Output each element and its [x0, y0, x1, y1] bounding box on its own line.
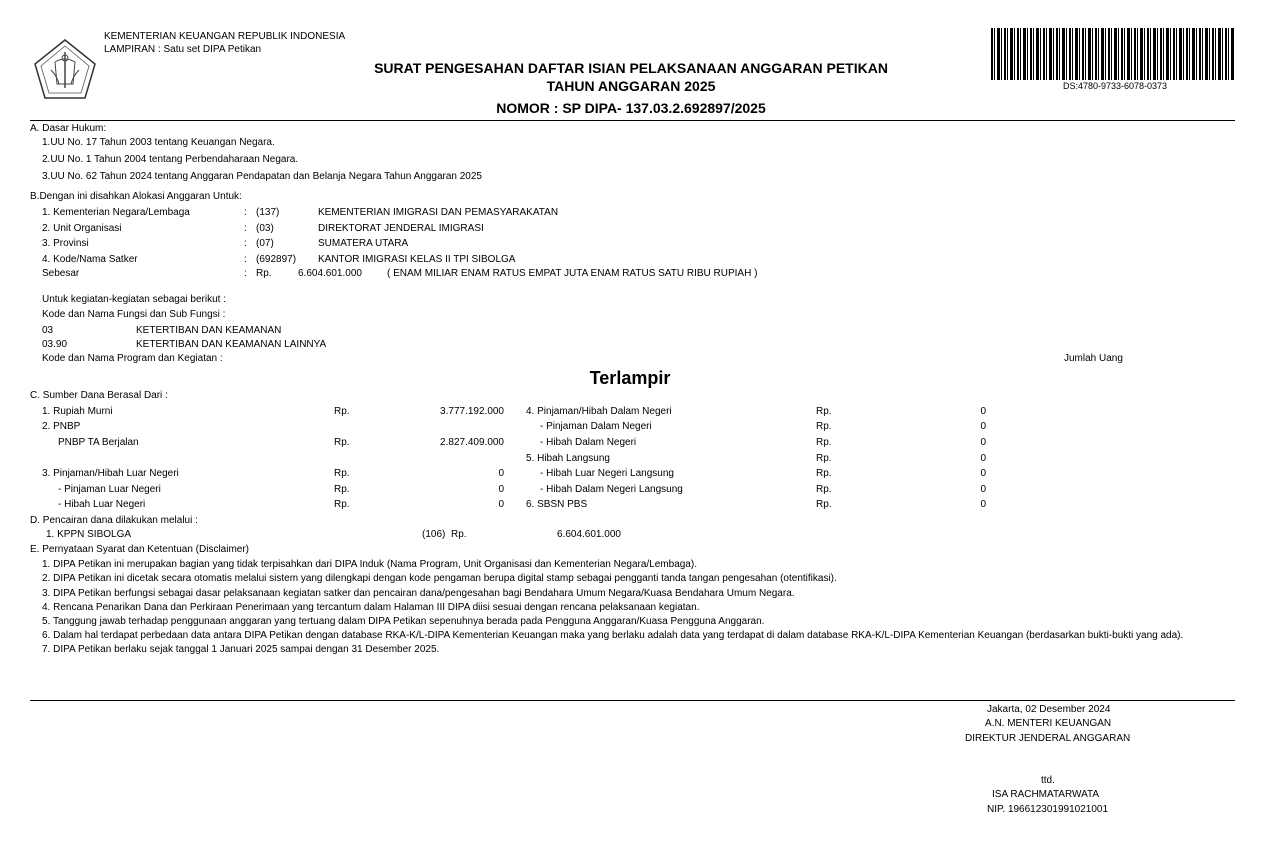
fund-source-rp: Rp.: [816, 437, 832, 448]
allocation-colon: :: [244, 254, 247, 265]
fund-source-amount: 0: [980, 468, 986, 479]
fund-source-amount: 0: [980, 484, 986, 495]
kppn-amount: 6.604.601.000: [557, 529, 621, 540]
kppn-rp: Rp.: [451, 529, 467, 540]
allocation-value: KANTOR IMIGRASI KELAS II TPI SIBOLGA: [318, 254, 516, 265]
lampiran-text: LAMPIRAN : Satu set DIPA Petikan: [104, 44, 262, 55]
header-divider: [30, 120, 1235, 121]
signature-nip: NIP. 196612301991021001: [987, 804, 1109, 815]
fund-source-label: PNBP TA Berjalan: [58, 437, 139, 448]
ministry-name: KEMENTERIAN KEUANGAN REPUBLIK INDONESIA: [104, 31, 346, 42]
fund-source-rp: Rp.: [816, 499, 832, 510]
fungsi-name: KETERTIBAN DAN KEAMANAN: [136, 325, 282, 336]
fund-source-rp: Rp.: [816, 484, 832, 495]
barcode-icon: [991, 28, 1235, 80]
disclaimer-item: 4. Rencana Penarikan Dana dan Perkiraan Penerimaan yang tercantum dalam Halaman III DIPA diisi sesuai dengan rencana pelaksanaan kegiatan.: [42, 602, 700, 613]
fund-source-amount: 0: [980, 406, 986, 417]
document-number: NOMOR : SP DIPA- 137.03.2.692897/2025: [496, 100, 766, 116]
fiscal-year-title: TAHUN ANGGARAN 2025: [546, 78, 716, 94]
legal-basis-item: 3.UU No. 62 Tahun 2024 tentang Anggaran Pendapatan dan Belanja Negara Tahun Anggaran 2025: [42, 171, 482, 182]
barcode-code: DS:4780-9733-6078-0373: [1062, 81, 1168, 91]
allocation-label: 3. Provinsi: [42, 238, 89, 249]
fund-source-label: 2. PNBP: [42, 421, 81, 432]
legal-basis-item: 1.UU No. 17 Tahun 2003 tentang Keuangan Negara.: [42, 137, 275, 148]
document-title: SURAT PENGESAHAN DAFTAR ISIAN PELAKSANAAN ANGGARAN PETIKAN: [374, 60, 888, 76]
signature-place-date: Jakarta, 02 Desember 2024: [987, 704, 1111, 715]
disclaimer-item: 6. Dalam hal terdapat perbedaan data antara DIPA Petikan dengan database RKA-K/L-DIPA Kementerian Keuangan maka yang berlaku adalah data yang terdapat di dalam database RKA-K/L-DIPA Kementerian Keuangan (berdasarkan bukti-bukti yang ada).: [42, 630, 1184, 641]
fund-source-amount: 0: [980, 453, 986, 464]
fund-source-rp: Rp.: [816, 406, 832, 417]
fund-source-amount: 0: [498, 484, 504, 495]
disclaimer-item: 3. DIPA Petikan berfungsi sebagai dasar pelaksanaan kegiatan satker dan pencairan dana/pengesahan bagi Bendahara Umum Negara/Kuasa Bendahara Umum Negara.: [42, 588, 795, 599]
allocation-code: (03): [256, 223, 274, 234]
kppn-name: 1. KPPN SIBOLGA: [46, 529, 132, 540]
fund-source-amount: 0: [980, 437, 986, 448]
fund-source-label: 1. Rupiah Murni: [42, 406, 113, 417]
fund-source-rp: Rp.: [816, 421, 832, 432]
allocation-colon: :: [244, 223, 247, 234]
allocation-value: SUMATERA UTARA: [318, 238, 409, 249]
allocation-code: (137): [256, 207, 280, 218]
terlampir-label: Terlampir: [589, 368, 671, 388]
fungsi-name: KETERTIBAN DAN KEAMANAN LAINNYA: [136, 339, 327, 350]
section-a-heading: A. Dasar Hukum:: [30, 123, 107, 134]
section-b-heading: B.Dengan ini disahkan Alokasi Anggaran Untuk:: [30, 191, 242, 202]
fund-source-label: 3. Pinjaman/Hibah Luar Negeri: [42, 468, 179, 479]
allocation-code: (07): [256, 238, 274, 249]
fund-source-label: - Pinjaman Dalam Negeri: [540, 421, 652, 432]
allocation-code: (692897): [256, 254, 297, 265]
fund-source-rp: Rp.: [334, 437, 350, 448]
fund-source-amount: 0: [498, 499, 504, 510]
allocation-label: 2. Unit Organisasi: [42, 223, 122, 234]
fund-source-label: - Hibah Luar Negeri Langsung: [540, 468, 674, 479]
sebesar-amount: 6.604.601.000: [298, 268, 362, 279]
sebesar-words: ( ENAM MILIAR ENAM RATUS EMPAT JUTA ENAM RATUS SATU RIBU RUPIAH ): [387, 268, 758, 279]
sebesar-rp: Rp.: [256, 268, 272, 279]
sebesar-colon: :: [244, 268, 247, 279]
program-label: Kode dan Nama Program dan Kegiatan :: [42, 353, 223, 364]
fund-source-rp: Rp.: [334, 406, 350, 417]
kppn-code: (106): [422, 529, 446, 540]
fund-source-rp: Rp.: [334, 468, 350, 479]
fund-source-label: - Hibah Luar Negeri: [58, 499, 146, 510]
disclaimer-item: 7. DIPA Petikan berlaku sejak tanggal 1 Januari 2025 sampai dengan 31 Desember 2025.: [42, 644, 440, 655]
fungsi-code: 03.90: [42, 339, 68, 350]
allocation-value: DIREKTORAT JENDERAL IMIGRASI: [318, 223, 484, 234]
disclaimer-item: 1. DIPA Petikan ini merupakan bagian yang tidak terpisahkan dari DIPA Induk (Nama Program, Unit Organisasi dan Kementerian Negara/Lembaga).: [42, 559, 697, 570]
fund-source-label: - Pinjaman Luar Negeri: [58, 484, 161, 495]
footer-divider: [30, 700, 1235, 701]
fund-source-label: - Hibah Dalam Negeri: [540, 437, 637, 448]
signature-an: A.N. MENTERI KEUANGAN: [985, 718, 1112, 729]
fund-source-rp: Rp.: [816, 453, 832, 464]
legal-basis-item: 2.UU No. 1 Tahun 2004 tentang Perbendaharaan Negara.: [42, 154, 299, 165]
signature-ttd: ttd.: [1041, 775, 1055, 786]
signature-position: DIREKTUR JENDERAL ANGGARAN: [965, 733, 1131, 744]
fund-source-amount: 0: [498, 468, 504, 479]
fund-source-label: 4. Pinjaman/Hibah Dalam Negeri: [526, 406, 672, 417]
section-d-heading: D. Pencairan dana dilakukan melalui :: [30, 515, 198, 526]
fund-source-rp: Rp.: [334, 499, 350, 510]
allocation-value: KEMENTERIAN IMIGRASI DAN PEMASYARAKATAN: [318, 207, 559, 218]
fund-source-amount: 3.777.192.000: [440, 406, 504, 417]
fund-source-rp: Rp.: [334, 484, 350, 495]
fund-source-amount: 0: [980, 421, 986, 432]
section-e-heading: E. Pernyataan Syarat dan Ketentuan (Disclaimer): [30, 544, 249, 555]
fund-source-rp: Rp.: [816, 468, 832, 479]
allocation-label: 4. Kode/Nama Satker: [42, 254, 138, 265]
jumlah-uang-label: Jumlah Uang: [1064, 353, 1123, 364]
allocation-colon: :: [244, 238, 247, 249]
fungsi-code: 03: [42, 325, 54, 336]
kegiatan-intro: Untuk kegiatan-kegiatan sebagai berikut :: [42, 294, 227, 305]
fund-source-amount: 0: [980, 499, 986, 510]
fund-source-label: - Hibah Dalam Negeri Langsung: [540, 484, 683, 495]
allocation-colon: :: [244, 207, 247, 218]
fungsi-label: Kode dan Nama Fungsi dan Sub Fungsi :: [42, 309, 226, 320]
sebesar-label: Sebesar: [42, 268, 80, 279]
ministry-emblem-icon: [33, 38, 97, 100]
fund-source-amount: 2.827.409.000: [440, 437, 504, 448]
fund-source-label: 5. Hibah Langsung: [526, 453, 610, 464]
disclaimer-item: 2. DIPA Petikan ini dicetak secara otomatis melalui sistem yang dilengkapi dengan kode pengaman berupa digital stamp sebagai pengganti tanda tangan pengesahan (otentifikasi).: [42, 573, 837, 584]
fund-source-label: 6. SBSN PBS: [526, 499, 588, 510]
signature-name: ISA RACHMATARWATA: [992, 789, 1100, 800]
disclaimer-item: 5. Tanggung jawab terhadap penggunaan anggaran yang tertuang dalam DIPA Petikan sepenuhnya berada pada Pengguna Anggaran/Kuasa Pengguna Anggaran.: [42, 616, 765, 627]
allocation-label: 1. Kementerian Negara/Lembaga: [42, 207, 190, 218]
section-c-heading: C. Sumber Dana Berasal Dari :: [30, 390, 168, 401]
